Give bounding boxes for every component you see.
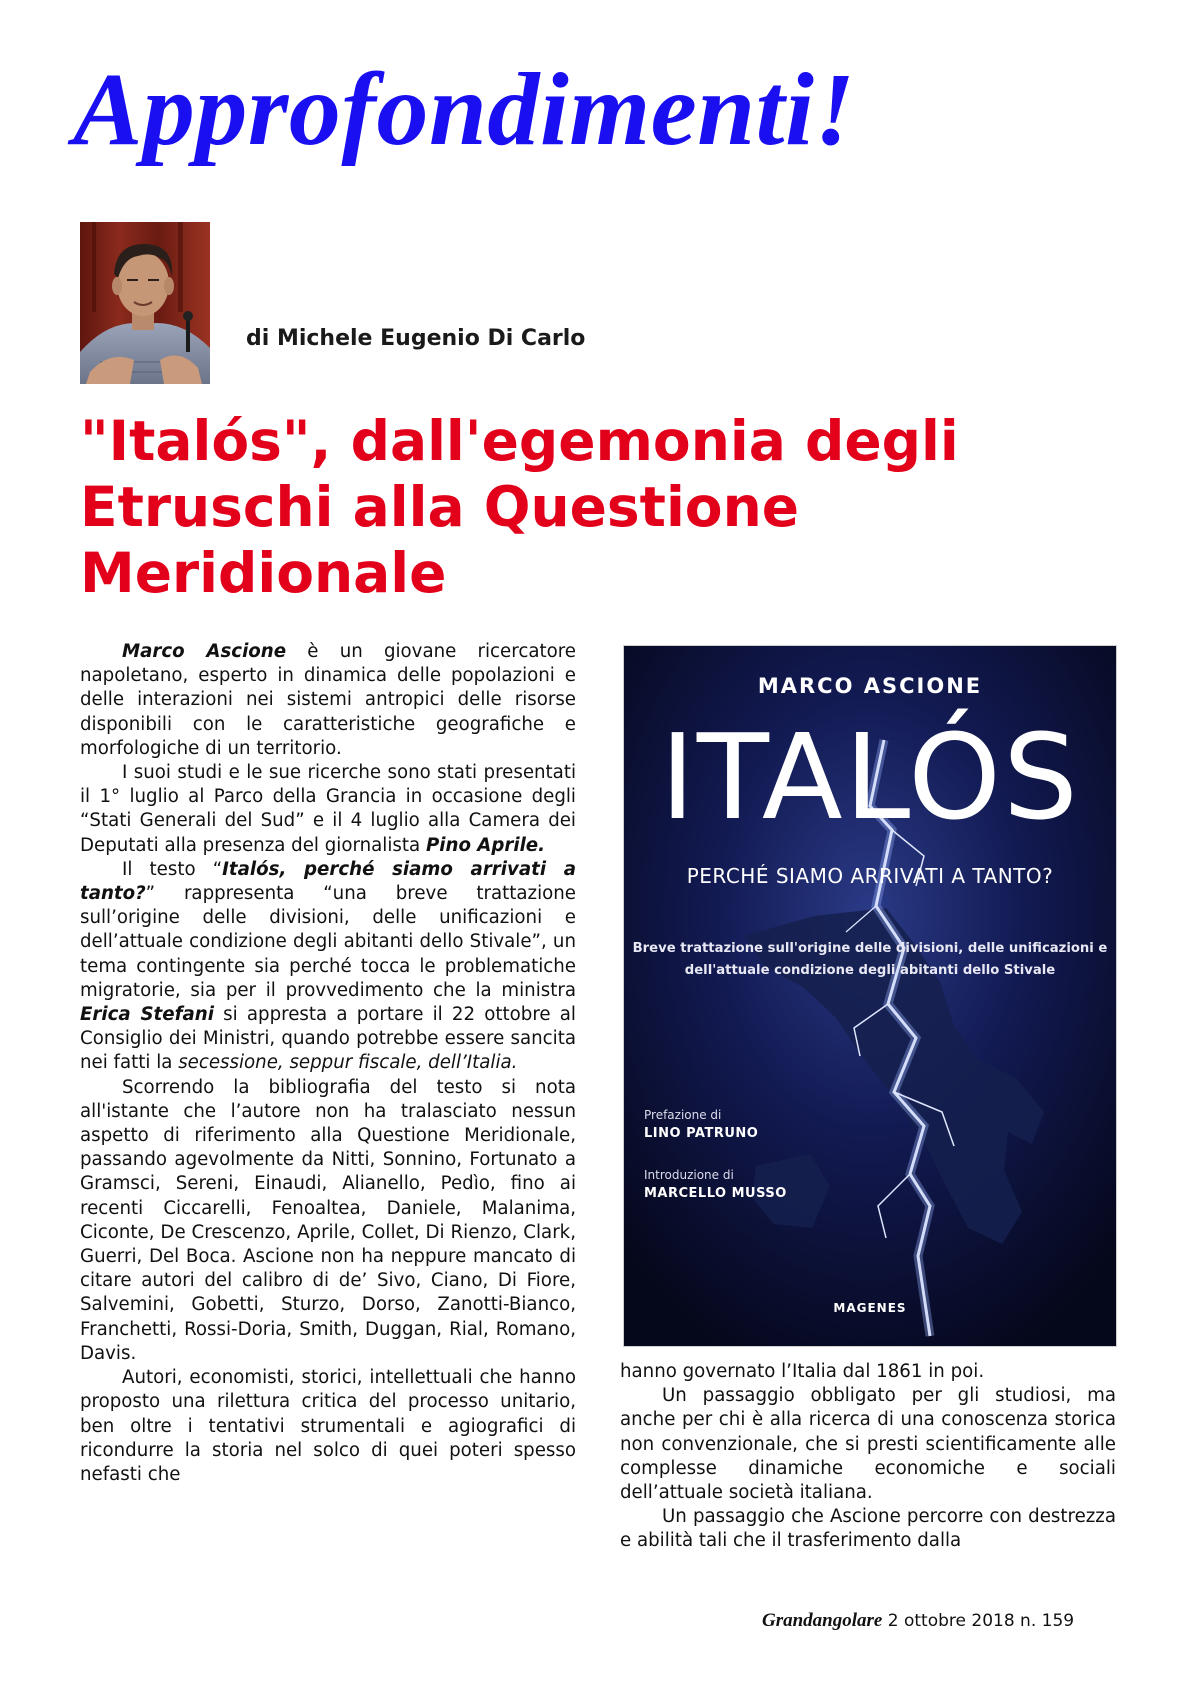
article-column-left (80, 640, 576, 1487)
footer (762, 1610, 1074, 1632)
paragraph-3: Il testo “Italós, perché siamo arrivati a tanto?” rappresenta “una breve trattazione sull’origine delle divisioni, delle unificazioni e dell’attuale condizione degli abitanti dello Stivale”, un tema contingente sia perché tocca le problematiche migratorie, sia per il provvedimento che la ministra Erica Stefani si appresta a portare il 22 ottobre al Consiglio dei Ministri, quando potrebbe essere sancita nei fatti la secessione, seppur fiscale, dell’Italia. (80, 858, 576, 1074)
book-title-inline: Italós, perché siamo arrivati a tanto? (80, 858, 576, 905)
article-column-right (620, 1360, 1116, 1554)
book-title: ITALÓS (660, 708, 1080, 846)
book-introduzione-name: MARCELLO MUSSO (644, 1186, 787, 1201)
headline: "Italós", dall'egemonia degli Etruschi alla Questione Meridionale (80, 409, 959, 605)
book-author: MARCO ASCIONE (757, 674, 983, 698)
book-prefazione-name: LINO PATRUNO (644, 1126, 759, 1141)
name-erica-stefani: Erica Stefani (80, 1004, 214, 1026)
name-marco-ascione: Marco Ascione (122, 641, 287, 662)
book-subtitle: PERCHÉ SIAMO ARRIVATI A TANTO? (686, 864, 1054, 888)
paragraph-5-continued: hanno governato l’Italia dal 1861 in poi. (620, 1361, 985, 1382)
byline: di Michele Eugenio Di Carlo (246, 326, 586, 351)
book-prefazione-label: Prefazione di (644, 1108, 722, 1122)
paragraph-1: Marco Ascione è un giovane ricercatore napoletano, esperto in dinamica delle popolazioni e delle interazioni nei sistemi antropici delle risorse disponibili con le caratteristiche geografiche e morfologiche di un territorio. (80, 641, 576, 759)
name-pino-aprile: Pino Aprile. (425, 834, 546, 856)
paragraph-7: Un passaggio che Ascione percorre con destrezza e abilità tali che il trasferimento dalla (620, 1506, 1116, 1552)
paragraph-4: Scorrendo la bibliografia del testo si nota all'istante che l’autore non ha tralasciato nessun aspetto di riferimento alla Questione Meridionale, passando agevolmente da Nitti, Sonnino, Fortunato a Gramsci, Sereni, Einaudi, Alianello, Pedìo, fino ai recenti Ciccarelli, Fenoaltea, Daniele, Malanima, Ciconte, De Crescenzo, Aprile, Collet, Di Rienzo, Clark, Guerri, Del Boca. Ascione non ha neppure mancato di citare autori del calibro di de’ Sivo, Ciano, Di Fiore, Salvemini, Gobetti, Sturzo, Dorso, Zanotti-Bianco, Franchetti, Rossi-Doria, Smith, Duggan, Rial, Romano, Davis. (80, 1076, 576, 1364)
book-description: Breve trattazione sull'origine delle divisioni, delle unificazioni e dell'attuale condizione degli abitanti dello Stivale (632, 941, 1108, 978)
paragraph-5: Autori, economisti, storici, intellettuali che hanno proposto una rilettura critica del processo unitario, ben oltre i tentativi strumentali e agiografici di ricondurre la storia nel solco di quei poteri spesso nefasti che (80, 1367, 576, 1485)
paragraph-6: Un passaggio obbligato per gli studiosi, ma anche per chi è alla ricerca di una conoscenza storica non convenzionale, che si presti scientificamente alle complesse dinamiche economiche e sociali dell’attuale società italiana. (620, 1385, 1116, 1504)
paragraph-2: I suoi studi e le sue ricerche sono stati presentati il 1° luglio al Parco della Grancia in occasione degli “Stati Generali del Sud” e il 4 luglio alla Camera dei Deputati alla presenza del giornalista Pino Aprile. (80, 762, 576, 856)
issue-info: 2 ottobre 2018 n. 159 (882, 1611, 1075, 1631)
magazine-name: Grandangolare (762, 1610, 883, 1631)
masthead-title: Approfondimenti! (73, 52, 856, 167)
book-publisher: MAGENES (833, 1301, 907, 1315)
author-photo (80, 222, 210, 384)
book-introduzione-label: Introduzione di (644, 1168, 734, 1182)
book-cover-image (624, 646, 1116, 1346)
